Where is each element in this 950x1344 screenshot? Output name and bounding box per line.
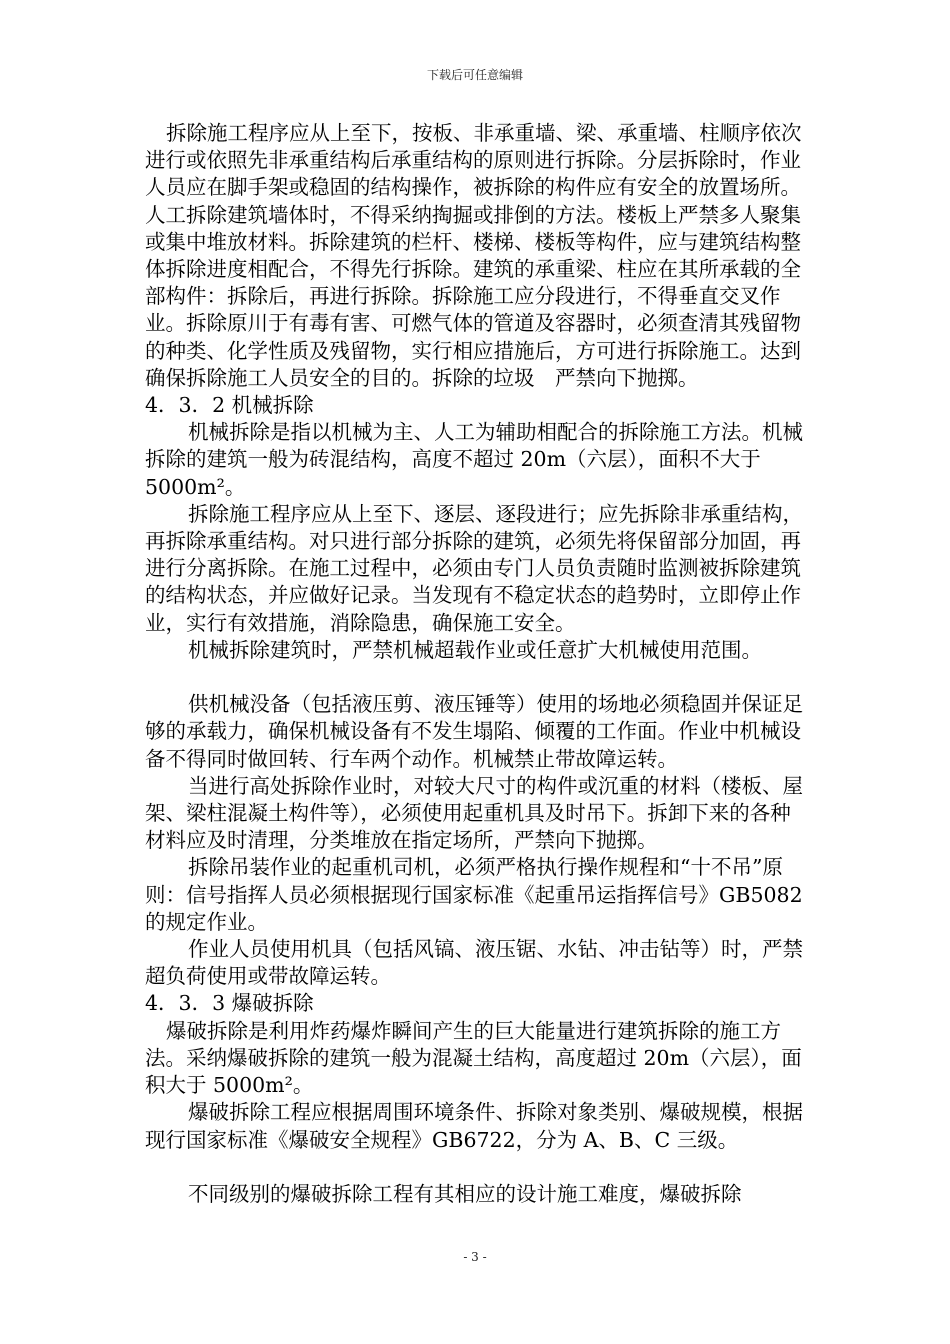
paragraph-crane-operator: 拆除吊装作业的起重机司机，必须严格执行操作规程和“十不吊”原则：信号指挥人员必须根据现行国家标准《起重吊运指挥信号》GB5082 的规定作业。	[145, 855, 803, 934]
paragraph-mechanical-definition: 机械拆除是指以机械为主、人工为辅助相配合的拆除施工方法。机械拆除的建筑一般为砖混结构，高度不超过 20m（六层），面积不大于 5000m²。	[145, 420, 803, 499]
paragraph-blasting-definition: 爆破拆除是利用炸药爆炸瞬间产生的巨大能量进行建筑拆除的施工方法。采纳爆破拆除的建筑一般为混凝土结构，高度超过 20m（六层），面积大于 5000m²。	[145, 1018, 802, 1098]
section-heading-4-3-3: 4．3．3 爆破拆除	[145, 991, 314, 1016]
paragraph-high-altitude: 当进行高处拆除作业时，对较大尺寸的构件或沉重的材料（楼板、屋架、梁柱混凝土构件等），必须使用起重机具及时吊下。拆卸下来的各种材料应及时清理，分类堆放在指定场所，严禁向下抛掷。	[145, 773, 803, 853]
blank-line	[145, 664, 805, 691]
paragraph-equipment-site: 供机械没备（包括液压剪、液压锤等）使用的场地必须稳固并保证足够的承载力，确保机械设备有不发生塌陷、倾覆的工作面。作业中机械设备不得同时做回转、行车两个动作。机械禁止带故障运转。	[145, 692, 803, 771]
paragraph-manual-demolition-sequence: 拆除施工程序应从上至下，按板、非承重墙、梁、承重墙、柱顺序依次进行或依照先非承重结构后承重结构的原则进行拆除。分层拆除时，作业人员应在脚手架或稳固的结构操作，被拆除的构件应有安全的放置场所。人工拆除建筑墙体时，不得采纳掏掘或排倒的方法。楼板上严禁多人聚集或集中堆放材料。拆除建筑的栏杆、楼梯、楼板等构件，应与建筑结构整体拆除进度相配合，不得先行拆除。建筑的承重梁、柱应在其所承载的全部构件：拆除后，再进行拆除。拆除施工应分段进行，不得垂直交叉作业。拆除原川于有毒有害、可燃气体的管道及容器时，必须查清其残留物的种类、化学性质及残留物，实行相应措施后，方可进行拆除施工。达到确保拆除施工人员安全的目的。拆除的垃圾 严禁向下抛掷。	[145, 121, 802, 390]
document-body	[145, 120, 805, 1208]
paragraph-tools-usage: 作业人员使用机具（包括风镐、液压锯、水钻、冲击钻等）时，严禁超负荷使用或带故障运转。	[145, 937, 803, 989]
page-number: - 3 -	[463, 1250, 487, 1264]
section-heading-4-3-2: 4．3．2 机械拆除	[145, 393, 314, 418]
paragraph-blasting-classes: 爆破拆除工程应根据周围环境条件、拆除对象类别、爆破规模，根据现行国家标准《爆破安全规程》GB6722，分为 A、B、C 三级。	[145, 1100, 803, 1152]
paragraph-blasting-difficulty: 不同级别的爆破拆除工程有其相应的设计施工难度，爆破拆除	[188, 1181, 742, 1206]
page-header: 下载后可任意编辑	[426, 68, 523, 82]
paragraph-mechanical-sequence: 拆除施工程序应从上至下、逐层、逐段进行；应先拆除非承重结构，再拆除承重结构。对只进行部分拆除的建筑，必须先将保留部分加固，再进行分离拆除。在施工过程中，必须由专门人员负责随时监测被拆除建筑的结构状态，并应做好记录。当发现有不稳定状态的趋势时，立即停止作业，实行有效措施，消除隐患，确保施工安全。	[145, 501, 803, 635]
paragraph-no-overload: 机械拆除建筑时，严禁机械超载作业或任意扩大机械使用范围。	[188, 637, 762, 662]
blank-line	[145, 1154, 805, 1181]
